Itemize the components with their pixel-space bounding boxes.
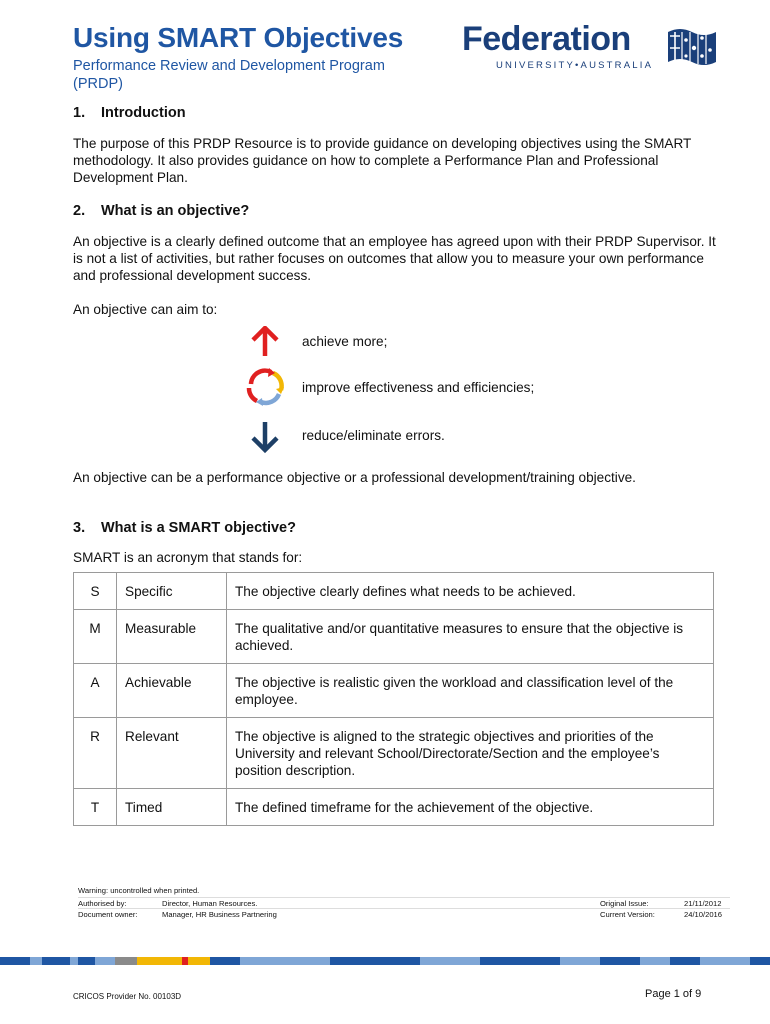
arrow-down-icon <box>243 420 287 454</box>
smart-letter: T <box>74 789 117 826</box>
section-number: 3. <box>73 520 86 536</box>
section-number: 1. <box>73 105 86 121</box>
smart-description: The qualitative and/or quantitative measures to ensure that the objective is achieved. <box>227 610 714 664</box>
table-row <box>74 664 714 718</box>
uncontrolled-warning: Warning: uncontrolled when printed. <box>78 886 200 895</box>
document-title: Using SMART Objectives <box>73 22 404 53</box>
document-owner-label: Document owner: <box>78 910 138 919</box>
footer-row-owner <box>78 908 730 919</box>
smart-description: The objective is aligned to the strategic objectives and priorities of the University and relevant School/Directorate/Section and the employee’s position description. <box>227 718 714 789</box>
table-row <box>74 718 714 789</box>
aim-label: reduce/eliminate errors. <box>302 428 445 443</box>
smart-word: Specific <box>117 573 227 610</box>
section-number: 2. <box>73 203 86 219</box>
table-row <box>74 610 714 664</box>
current-version-value: 24/10/2016 <box>684 910 723 919</box>
smart-description: The defined timeframe for the achievement of the objective. <box>227 789 714 826</box>
smart-description: The objective clearly defines what needs to be achieved. <box>227 573 714 610</box>
authorised-label: Authorised by: <box>78 899 127 908</box>
section-title: What is a SMART objective? <box>101 520 296 536</box>
smart-word: Timed <box>117 789 227 826</box>
smart-word: Relevant <box>117 718 227 789</box>
footer-color-band <box>0 957 770 965</box>
logo-wordmark: Federation <box>462 20 631 58</box>
objective-aim-intro: An objective can aim to: <box>73 302 218 317</box>
document-owner-value: Manager, HR Business Partnering <box>162 910 277 919</box>
section-heading-introduction <box>73 105 186 121</box>
arrow-up-icon <box>243 326 287 360</box>
page-number: Page 1 of 9 <box>645 988 702 1000</box>
logo-subtitle: UNIVERSITY•AUSTRALIA <box>496 60 654 71</box>
cycle-arrows-icon <box>243 368 287 406</box>
aim-label: achieve more; <box>302 334 388 349</box>
section-title: Introduction <box>101 105 186 121</box>
smart-letter: R <box>74 718 117 789</box>
aim-label: improve effectiveness and efficiencies; <box>302 380 535 395</box>
smart-letter: A <box>74 664 117 718</box>
section-heading-objective <box>73 203 249 219</box>
federation-university-logo <box>462 20 722 74</box>
cricos-provider: CRICOS Provider No. 00103D <box>73 992 182 1001</box>
current-version-label: Current Version: <box>600 910 655 919</box>
section-title: What is an objective? <box>101 203 250 219</box>
table-row <box>74 789 714 826</box>
smart-table <box>73 572 714 826</box>
document-subtitle: Performance Review and Development Program (PRDP) <box>73 58 385 92</box>
objective-paragraph: An objective is a clearly defined outcome that an employee has agreed upon with their PRDP Supervisor. It is not a list of activities, but rather focuses on outcomes that allow you to measure your own performance and professional development success. <box>73 234 716 283</box>
flag-icon <box>666 26 718 68</box>
authorised-value: Director, Human Resources. <box>162 899 258 908</box>
smart-word: Achievable <box>117 664 227 718</box>
footer-row-authorised <box>78 897 730 908</box>
smart-description: The objective is realistic given the workload and classification level of the employee. <box>227 664 714 718</box>
original-issue-label: Original Issue: <box>600 899 649 908</box>
objective-types-paragraph: An objective can be a performance objective or a professional development/training objective. <box>73 470 636 485</box>
smart-word: Measurable <box>117 610 227 664</box>
section-heading-smart <box>73 520 296 536</box>
smart-intro: SMART is an acronym that stands for: <box>73 550 303 565</box>
table-row <box>74 573 714 610</box>
smart-letter: M <box>74 610 117 664</box>
original-issue-value: 21/11/2012 <box>684 899 722 908</box>
introduction-paragraph: The purpose of this PRDP Resource is to provide guidance on developing objectives using the SMART methodology. It also provides guidance on how to complete a Performance Plan and Professional Development Plan. <box>73 136 692 185</box>
smart-letter: S <box>74 573 117 610</box>
